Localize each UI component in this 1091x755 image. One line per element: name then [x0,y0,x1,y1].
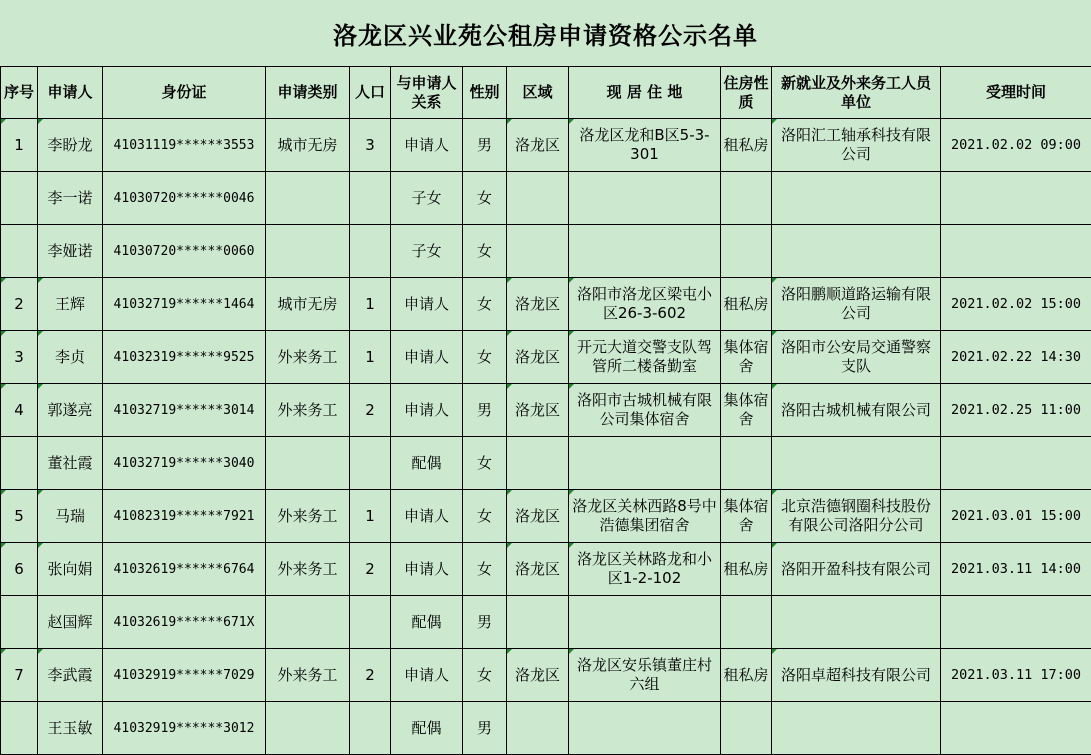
applicant-name-cell[interactable]: 王玉敏 [38,702,103,755]
population-cell[interactable]: 2 [350,649,391,702]
housing-type-cell[interactable]: 租私房 [721,543,772,596]
address-cell[interactable]: 洛龙区安乐镇董庄村六组 [569,649,721,702]
relation-cell[interactable]: 申请人 [391,278,463,331]
population-cell[interactable] [350,596,391,649]
housing-type-cell[interactable] [721,225,772,278]
accept-time-cell[interactable]: 2021.02.22 14:30 [941,331,1091,384]
employer-cell[interactable] [772,172,941,225]
id-number-cell[interactable]: 41032919******3012 [103,702,266,755]
applicant-name-cell[interactable]: 王辉 [38,278,103,331]
population-cell[interactable]: 2 [350,543,391,596]
gender-cell[interactable]: 女 [463,543,507,596]
header-cell[interactable]: 人口 [350,67,391,119]
header-cell[interactable]: 住房性质 [721,67,772,119]
row-number-cell[interactable] [1,172,38,225]
address-cell[interactable] [569,702,721,755]
population-cell[interactable]: 1 [350,490,391,543]
population-cell[interactable] [350,225,391,278]
header-cell[interactable]: 新就业及外来务工人员单位 [772,67,941,119]
category-cell[interactable] [266,596,350,649]
population-cell[interactable]: 1 [350,278,391,331]
accept-time-cell[interactable] [941,702,1091,755]
row-number-cell[interactable]: 7 [1,649,38,702]
district-cell[interactable]: 洛龙区 [507,490,569,543]
row-number-cell[interactable]: 2 [1,278,38,331]
housing-type-cell[interactable]: 集体宿舍 [721,331,772,384]
id-number-cell[interactable]: 41082319******7921 [103,490,266,543]
gender-cell[interactable]: 女 [463,490,507,543]
gender-cell[interactable]: 男 [463,702,507,755]
accept-time-cell[interactable]: 2021.02.02 09:00 [941,119,1091,172]
district-cell[interactable] [507,225,569,278]
employer-cell[interactable]: 洛阳市公安局交通警察支队 [772,331,941,384]
district-cell[interactable]: 洛龙区 [507,331,569,384]
relation-cell[interactable]: 申请人 [391,119,463,172]
table-row [1,331,1091,384]
accept-time-cell[interactable] [941,172,1091,225]
table-body [1,119,1091,755]
category-cell[interactable]: 城市无房 [266,278,350,331]
district-cell[interactable] [507,437,569,490]
table-row [1,649,1091,702]
accept-time-cell[interactable] [941,225,1091,278]
population-cell[interactable]: 1 [350,331,391,384]
gender-cell[interactable]: 女 [463,649,507,702]
population-cell[interactable]: 2 [350,384,391,437]
header-cell[interactable]: 身份证 [103,67,266,119]
header-row [1,67,1091,119]
housing-type-cell[interactable] [721,172,772,225]
accept-time-cell[interactable]: 2021.03.11 17:00 [941,649,1091,702]
header-cell[interactable]: 申请人 [38,67,103,119]
applicant-name-cell[interactable]: 李贞 [38,331,103,384]
district-cell[interactable]: 洛龙区 [507,543,569,596]
housing-type-cell[interactable] [721,437,772,490]
applicant-table [0,66,1091,755]
district-cell[interactable]: 洛龙区 [507,119,569,172]
table-row [1,278,1091,331]
relation-cell[interactable]: 申请人 [391,543,463,596]
applicant-name-cell[interactable]: 董社霞 [38,437,103,490]
population-cell[interactable] [350,437,391,490]
category-cell[interactable]: 城市无房 [266,119,350,172]
row-number-cell[interactable]: 4 [1,384,38,437]
housing-type-cell[interactable]: 租私房 [721,278,772,331]
accept-time-cell[interactable]: 2021.02.25 11:00 [941,384,1091,437]
row-number-cell[interactable] [1,225,38,278]
housing-type-cell[interactable]: 集体宿舍 [721,490,772,543]
relation-cell[interactable]: 配偶 [391,596,463,649]
employer-cell[interactable]: 洛阳开盈科技有限公司 [772,543,941,596]
accept-time-cell[interactable]: 2021.03.01 15:00 [941,490,1091,543]
category-cell[interactable] [266,437,350,490]
row-number-cell[interactable]: 6 [1,543,38,596]
applicant-name-cell[interactable]: 李武霞 [38,649,103,702]
applicant-name-cell[interactable]: 郭遂亮 [38,384,103,437]
employer-cell[interactable] [772,702,941,755]
district-cell[interactable] [507,172,569,225]
table-row [1,225,1091,278]
employer-cell[interactable]: 北京浩德钢圈科技股份有限公司洛阳分公司 [772,490,941,543]
employer-cell[interactable]: 洛阳卓超科技有限公司 [772,649,941,702]
header-cell[interactable]: 现 居 住 地 [569,67,721,119]
id-number-cell[interactable]: 41032719******1464 [103,278,266,331]
relation-cell[interactable]: 配偶 [391,437,463,490]
relation-cell[interactable]: 申请人 [391,649,463,702]
category-cell[interactable]: 外来务工 [266,490,350,543]
employer-cell[interactable]: 洛阳鹏顺道路运输有限公司 [772,278,941,331]
housing-type-cell[interactable] [721,702,772,755]
address-cell[interactable]: 洛阳市古城机械有限公司集体宿舍 [569,384,721,437]
district-cell[interactable] [507,702,569,755]
employer-cell[interactable] [772,437,941,490]
id-number-cell[interactable]: 41030720******0060 [103,225,266,278]
address-cell[interactable]: 开元大道交警支队驾管所二楼备勤室 [569,331,721,384]
table-row [1,490,1091,543]
category-cell[interactable]: 外来务工 [266,331,350,384]
header-cell[interactable]: 序号 [1,67,38,119]
table-row [1,702,1091,755]
relation-cell[interactable]: 申请人 [391,490,463,543]
row-number-cell[interactable]: 1 [1,119,38,172]
relation-cell[interactable]: 申请人 [391,331,463,384]
applicant-name-cell[interactable]: 李娅诺 [38,225,103,278]
applicant-name-cell[interactable]: 李盼龙 [38,119,103,172]
gender-cell[interactable]: 女 [463,225,507,278]
id-number-cell[interactable]: 41030720******0046 [103,172,266,225]
housing-type-cell[interactable]: 集体宿舍 [721,384,772,437]
employer-cell[interactable]: 洛阳古城机械有限公司 [772,384,941,437]
row-number-cell[interactable] [1,702,38,755]
table-row [1,543,1091,596]
page-title: 洛龙区兴业苑公租房申请资格公示名单 [0,0,1091,66]
address-cell[interactable]: 洛龙区关林西路8号中浩德集团宿舍 [569,490,721,543]
category-cell[interactable]: 外来务工 [266,649,350,702]
applicant-name-cell[interactable]: 李一诺 [38,172,103,225]
table-row [1,172,1091,225]
district-cell[interactable] [507,596,569,649]
applicant-name-cell[interactable]: 赵国辉 [38,596,103,649]
district-cell[interactable]: 洛龙区 [507,384,569,437]
accept-time-cell[interactable]: 2021.02.02 15:00 [941,278,1091,331]
category-cell[interactable] [266,172,350,225]
accept-time-cell[interactable] [941,437,1091,490]
district-cell[interactable]: 洛龙区 [507,649,569,702]
header-cell[interactable]: 与申请人关系 [391,67,463,119]
category-cell[interactable]: 外来务工 [266,384,350,437]
id-number-cell[interactable]: 41032719******3014 [103,384,266,437]
id-number-cell[interactable]: 41032319******9525 [103,331,266,384]
employer-cell[interactable] [772,225,941,278]
category-cell[interactable] [266,225,350,278]
id-number-cell[interactable]: 41031119******3553 [103,119,266,172]
housing-type-cell[interactable]: 租私房 [721,119,772,172]
applicant-name-cell[interactable]: 马瑞 [38,490,103,543]
header-cell[interactable]: 受理时间 [941,67,1091,119]
population-cell[interactable] [350,702,391,755]
relation-cell[interactable]: 配偶 [391,702,463,755]
table-row [1,437,1091,490]
table-row [1,596,1091,649]
row-number-cell[interactable]: 5 [1,490,38,543]
table-row [1,384,1091,437]
address-cell[interactable] [569,596,721,649]
address-cell[interactable] [569,225,721,278]
id-number-cell[interactable]: 41032619******671X [103,596,266,649]
relation-cell[interactable]: 子女 [391,172,463,225]
applicant-name-cell[interactable]: 张向娟 [38,543,103,596]
table-row [1,119,1091,172]
header-cell[interactable]: 申请类别 [266,67,350,119]
id-number-cell[interactable]: 41032919******7029 [103,649,266,702]
gender-cell[interactable]: 女 [463,331,507,384]
header-cell[interactable]: 性别 [463,67,507,119]
id-number-cell[interactable]: 41032719******3040 [103,437,266,490]
row-number-cell[interactable] [1,437,38,490]
accept-time-cell[interactable] [941,596,1091,649]
gender-cell[interactable]: 女 [463,278,507,331]
address-cell[interactable] [569,437,721,490]
address-cell[interactable]: 洛龙区龙和B区5-3-301 [569,119,721,172]
address-cell[interactable] [569,172,721,225]
gender-cell[interactable]: 男 [463,384,507,437]
population-cell[interactable] [350,172,391,225]
row-number-cell[interactable]: 3 [1,331,38,384]
accept-time-cell[interactable]: 2021.03.11 14:00 [941,543,1091,596]
relation-cell[interactable]: 子女 [391,225,463,278]
employer-cell[interactable]: 洛阳汇工轴承科技有限公司 [772,119,941,172]
header-cell[interactable]: 区域 [507,67,569,119]
gender-cell[interactable]: 男 [463,119,507,172]
employer-cell[interactable] [772,596,941,649]
gender-cell[interactable]: 男 [463,596,507,649]
category-cell[interactable] [266,702,350,755]
district-cell[interactable]: 洛龙区 [507,278,569,331]
population-cell[interactable]: 3 [350,119,391,172]
gender-cell[interactable]: 女 [463,172,507,225]
address-cell[interactable]: 洛龙区关林路龙和小区1-2-102 [569,543,721,596]
housing-type-cell[interactable] [721,596,772,649]
relation-cell[interactable]: 申请人 [391,384,463,437]
category-cell[interactable]: 外来务工 [266,543,350,596]
row-number-cell[interactable] [1,596,38,649]
address-cell[interactable]: 洛阳市洛龙区梁屯小区26-3-602 [569,278,721,331]
housing-type-cell[interactable]: 租私房 [721,649,772,702]
id-number-cell[interactable]: 41032619******6764 [103,543,266,596]
gender-cell[interactable]: 女 [463,437,507,490]
